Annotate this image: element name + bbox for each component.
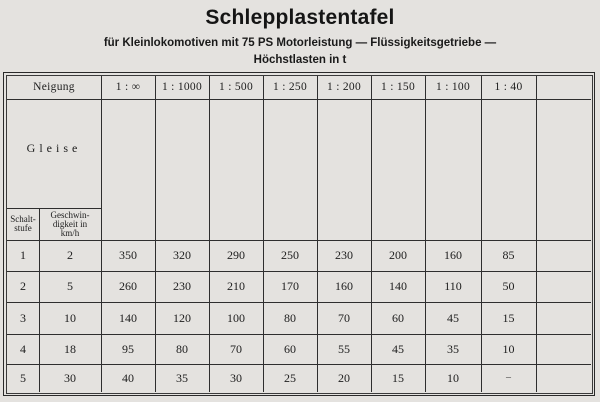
table-cell-load	[536, 364, 591, 392]
table-cell-load: 250	[281, 248, 299, 263]
table-cell-load: 290	[227, 248, 245, 263]
table-cell-load: 140	[389, 279, 407, 294]
table-cell-load: 25	[284, 370, 296, 385]
table-cell-load: 80	[176, 341, 188, 356]
gleise-label: Gleise	[26, 141, 82, 156]
gradient-header: 1 : 40	[494, 81, 523, 94]
table-cell-load: 50	[502, 279, 515, 294]
table-row-speed: 5	[67, 279, 73, 294]
table-cell-load: 170	[281, 279, 299, 294]
table-cell-load: 230	[173, 279, 191, 294]
gradient-header	[536, 76, 591, 99]
table-cell-load: 70	[338, 310, 350, 325]
table-cell-load: 45	[392, 341, 404, 356]
table-cell-load	[536, 334, 591, 364]
table-cell-load: 10	[447, 370, 459, 385]
table-cell-load: 35	[176, 370, 188, 385]
table-cell-load: 30	[230, 370, 242, 385]
table-row-speed: 2	[67, 248, 73, 263]
gradient-header: 1 : 1000	[161, 81, 203, 94]
table-cell-load: 100	[227, 310, 245, 325]
table-cell-load: 260	[119, 279, 137, 294]
table-cell-load: –	[506, 371, 511, 383]
table-cell-load: 110	[444, 279, 462, 294]
table-subtitle: für Kleinlokomotiven mit 75 PS Motorleistung — Flüssigkeitsgetriebe —	[103, 37, 497, 49]
table-cell-load: 95	[122, 341, 134, 356]
table-cell-load: 35	[447, 341, 459, 356]
table-cell-load: 85	[502, 248, 515, 263]
table-row-stufe: 1	[20, 248, 26, 263]
gradient-header: 1 : ∞	[115, 81, 141, 94]
table-cell-load	[536, 302, 591, 334]
table-cell-load: 210	[227, 279, 245, 294]
table-row-speed: 18	[64, 341, 76, 356]
table-cell-load: 15	[392, 370, 404, 385]
table-cell-load: 320	[173, 248, 191, 263]
gradient-header: 1 : 100	[435, 81, 471, 94]
table-row-stufe: 2	[20, 279, 26, 294]
table-cell-load: 60	[392, 310, 404, 325]
table-cell-load: 70	[230, 341, 242, 356]
table-cell-load: 200	[389, 248, 407, 263]
schaltstufe-header: Schalt- stufe	[10, 214, 36, 233]
geschwindigkeit-header: Geschwin- digkeit in km/h	[50, 209, 90, 238]
table-cell-load: 160	[335, 279, 353, 294]
neigung-header: Neigung	[33, 81, 75, 94]
table-cell-load: 140	[119, 310, 137, 325]
table-row-speed: 30	[64, 370, 76, 385]
table-cell-load	[536, 240, 591, 271]
gradient-header: 1 : 500	[218, 81, 254, 94]
table-cell-load	[536, 271, 591, 302]
table-cell-load: 230	[335, 248, 353, 263]
table-cell-load: 15	[502, 310, 515, 325]
table-row-stufe: 4	[20, 341, 26, 356]
table-cell-load: 55	[338, 341, 350, 356]
gradient-header: 1 : 150	[380, 81, 416, 94]
table-cell-load: 350	[119, 248, 137, 263]
table-cell-load: 160	[444, 248, 462, 263]
gradient-header: 1 : 200	[326, 81, 362, 94]
table-cell-load: 40	[122, 370, 134, 385]
table-row-speed: 10	[64, 310, 76, 325]
table-cell-load: 120	[173, 310, 191, 325]
table-cell-load: 20	[338, 370, 350, 385]
table-row-stufe: 5	[20, 370, 26, 385]
gradient-header: 1 : 250	[272, 81, 308, 94]
table-cell-load: 10	[502, 341, 515, 356]
table-cell-load: 45	[447, 310, 459, 325]
table-row-stufe: 3	[20, 310, 26, 325]
table-cell-load: 60	[284, 341, 296, 356]
table-cell-load: 80	[284, 310, 296, 325]
table-unit-note: Höchstlasten in t	[253, 54, 347, 66]
table-title: Schlepplastentafel	[205, 6, 395, 29]
